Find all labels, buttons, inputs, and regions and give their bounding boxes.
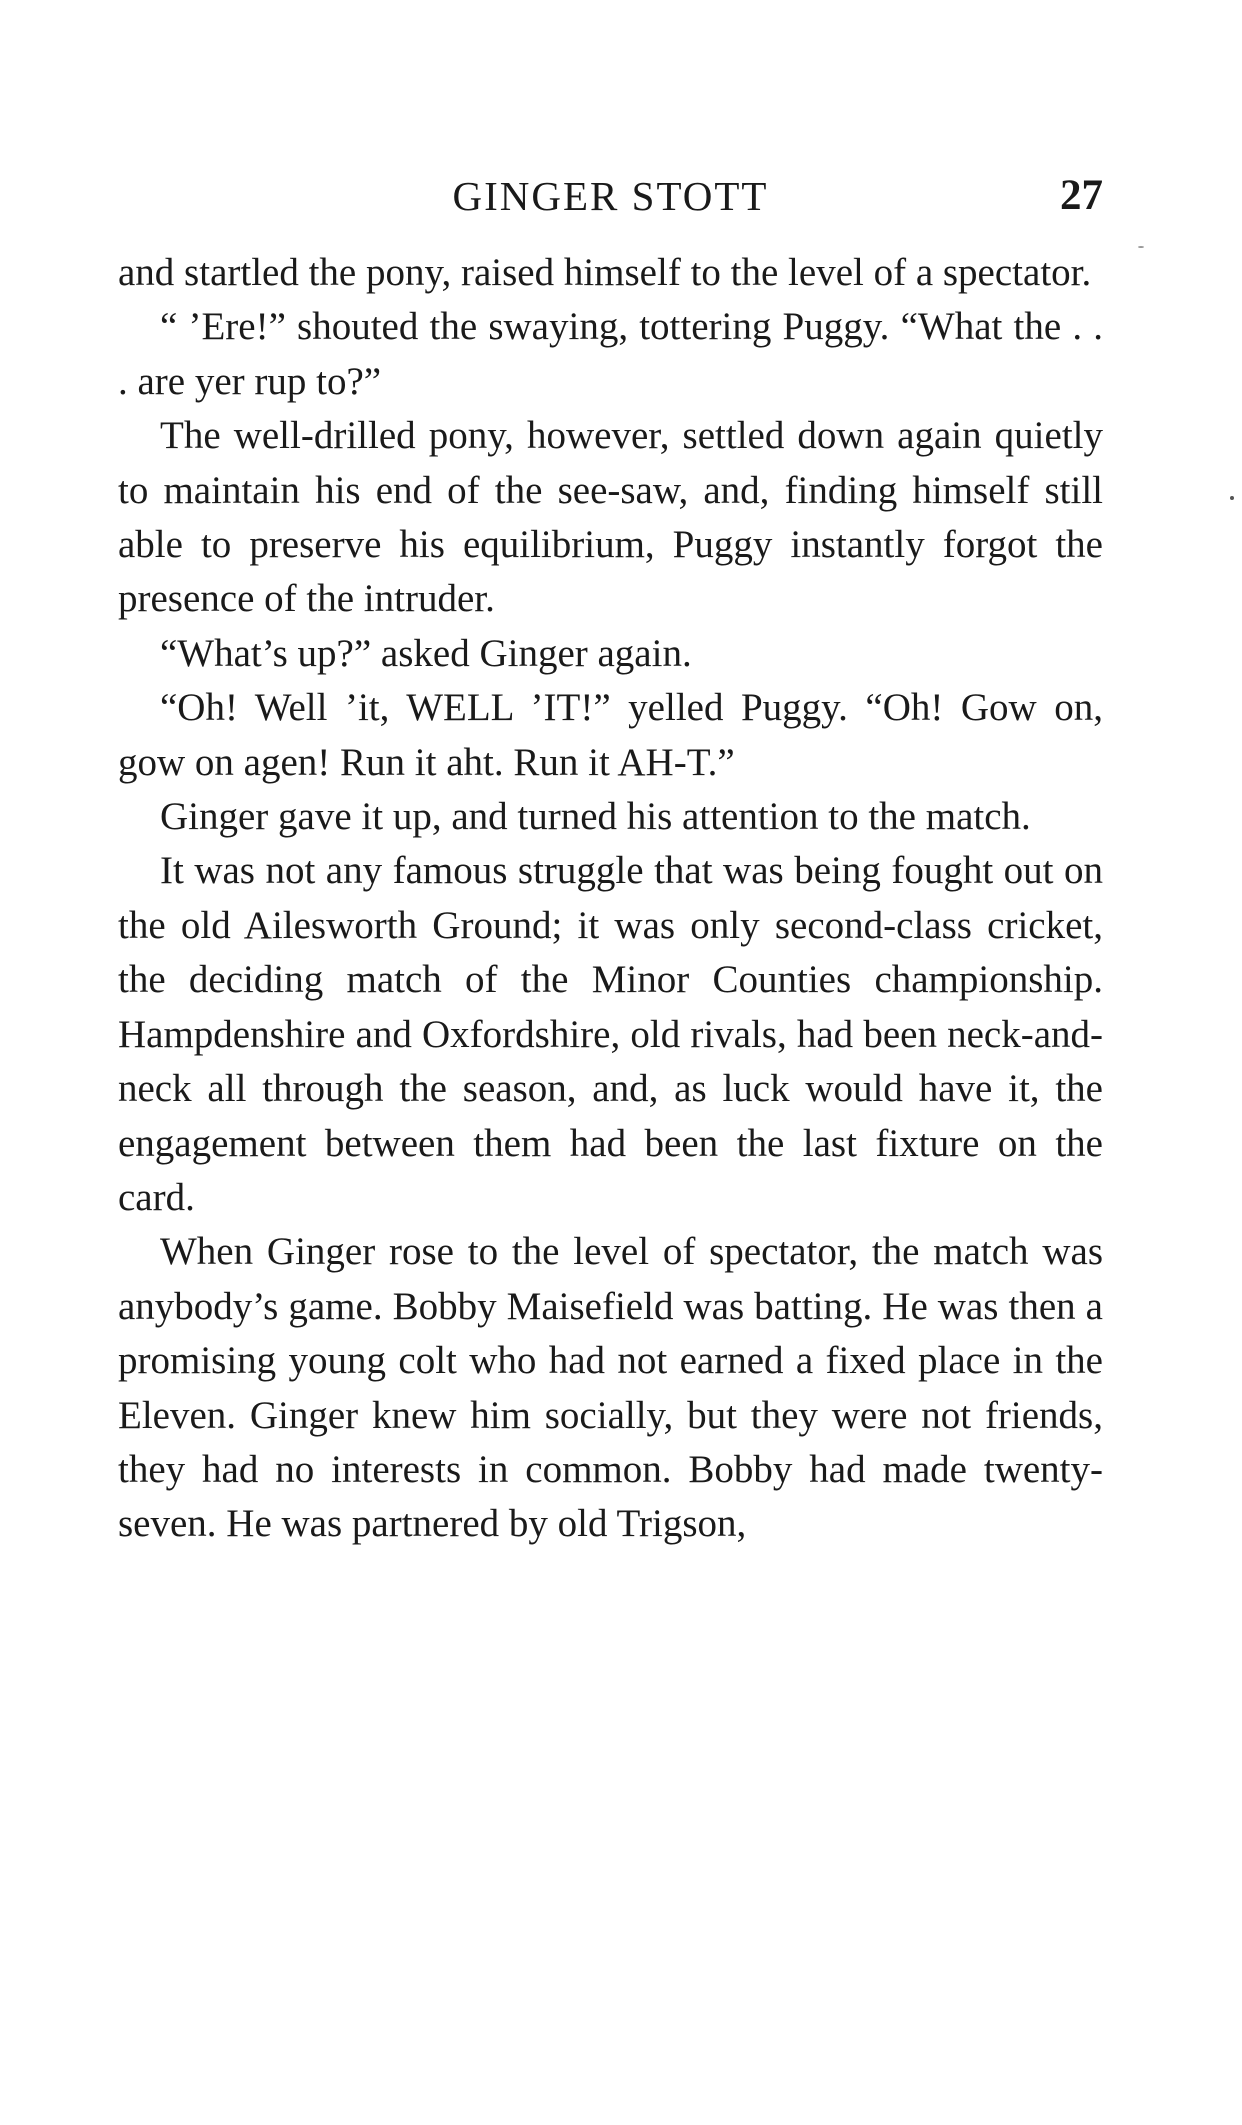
paragraph: “What’s up?” asked Ginger again. [160,631,692,675]
paragraph: When Ginger rose to the level of spectator, the match was anybody’s game. Bobby Maisefield was batting. He was then a promising young colt who had not earned a fixed place in the Eleven. Ginger knew him socially, but they were not friends, they had no interests in common. Bobby had made twenty-seven. He was partnered by old Trigson, [118,1230,1103,1546]
paragraph: It was not any famous struggle that was being fought out on the old Ailesworth Ground; it was only second-class cricket, the deciding match of the Minor Counties championship. Hampdenshire and Oxfordshire, old rivals, had been neck-and-neck all through the season, and, as luck would have it, the engagement between them had been the last fixture on the card. [118,849,1103,1219]
paragraph: The well-drilled pony, however, settled down again quietly to maintain his end of the see-saw, and, finding himself still able to preserve his equilibrium, Puggy instantly forgot the presence of the intruder. [118,414,1103,621]
body-text [118,246,1103,1552]
scan-speck [1230,496,1234,500]
page-number: 27 [1060,172,1103,219]
paragraph: Ginger gave it up, and turned his attention to the match. [160,795,1031,839]
paragraph: “Oh! Well ’it, WELL ’IT!” yelled Puggy. “Oh! Gow on, gow on agen! Run it aht. Run it AH-T.” [118,686,1103,784]
paragraph: and startled the pony, raised himself to the level of a spectator. [118,251,1092,294]
paragraph: “ ’Ere!” shouted the swaying, tottering Puggy. “What the . . . are yer rup to?” [118,305,1103,403]
running-head [118,172,1103,220]
scan-speck [1138,246,1144,248]
running-title: GINGER STOTT [452,173,769,219]
